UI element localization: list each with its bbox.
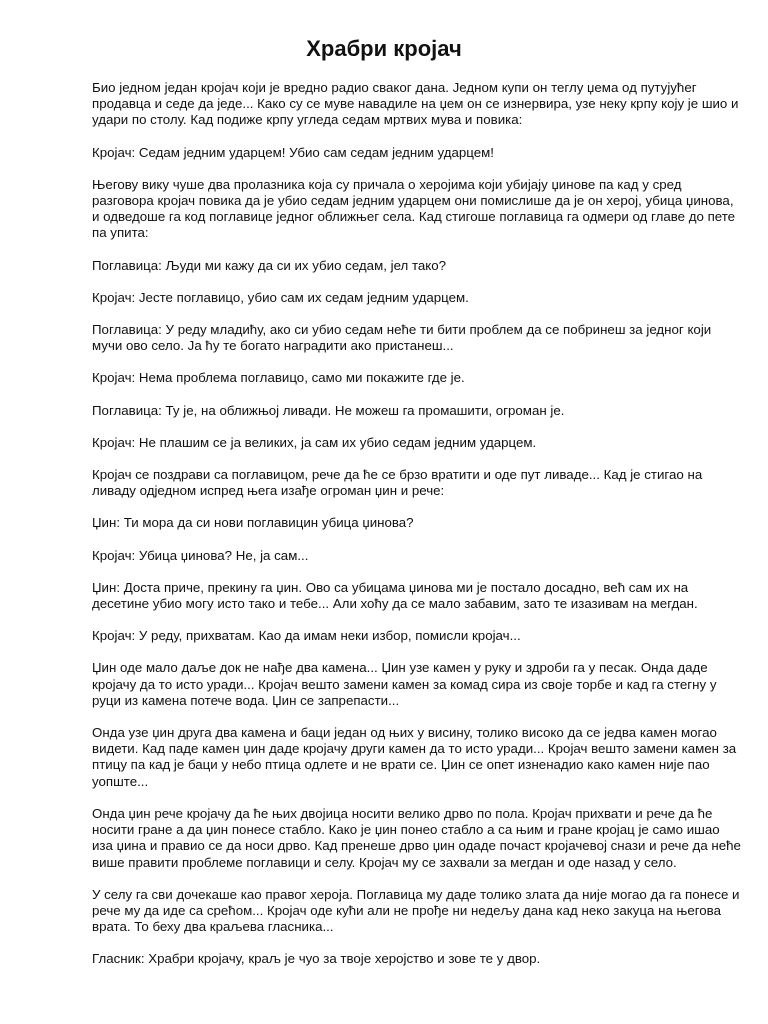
- paragraph: Џин: Ти мора да си нови поглавицин убица џинова?: [92, 515, 414, 531]
- paragraph: Кројач: Јесте поглавицо, убио сам их седам једним ударцем.: [92, 289, 469, 305]
- paragraph: Џин оде мало даље док не нађе два камена... Џин узе камен у руку и здроби га у песак. Онда даде кројачу да то исто уради... Кројач вешто замени камен за комад сира из своје торбе и кад га стегну у руци из камена потече вода. Џин се запрепасти...: [92, 660, 717, 708]
- paragraph: У селу га сви дочекаше као правог хероја. Поглавица му даде толико злата да није могао да га понесе и рече му да иде са срећом... Кројач оде кући али не прође ни недељу дана кад неко закуца на његова врата. То беху два краљева гласника...: [92, 886, 740, 935]
- document-body: [92, 80, 744, 984]
- paragraph: Кројач: У реду, прихватам. Као да имам неки избор, помисли кројач...: [92, 628, 521, 644]
- paragraph: Кројач: Убица џинова? Не, ја сам...: [92, 547, 309, 563]
- paragraph: Џин: Доста приче, прекину га џин. Ово са убицама џинова ми је постало досадно, већ сам их на десетине убио могу исто тако и тебе... Али хоћу да се мало забавим, зато те изазивам на мегдан.: [92, 579, 698, 612]
- paragraph: Поглавица: Људи ми кажу да си их убио седам, јел тако?: [92, 257, 447, 273]
- paragraph: Кројач се поздрави са поглавицом, рече да ће се брзо вратити и оде пут ливаде... Кад је стигао на ливаду одједном испред њега изађе огроман џин и рече:: [92, 467, 703, 499]
- paragraph: Био једном један кројач који је вредно радио сваког дана. Једном купи он теглу џема од путујућег продавца и седе да једе... Како су се муве навадиле на џем он се изнервира, узе неку крпу коју је шио и удари по столу. Кад подиже крпу угледа седам мртвих мува и повика:: [92, 80, 739, 128]
- paragraph: Гласник: Храбри кројачу, краљ је чуо за твоје херојство и зове те у двор.: [92, 951, 541, 967]
- paragraph: Онда узе џин друга два камена и баци један од њих у висину, толико високо да се једва камен могао видети. Кад паде камен џин даде кројачу други камен да то исто уради... Кројач вешто замени камен за птицу па кад је баци у небо птица одлете и не врати се. Џин се опет изненадио како камен није пао уопште...: [92, 725, 737, 789]
- paragraph: Поглавица: Ту је, на оближњој ливади. Не можеш га промашити, огроман је.: [92, 402, 565, 418]
- paragraph: Његову вику чуше два пролазника која су причала о херојима који убијају џинове па кад у сред разговора кројач повика да је убио седам једним ударцем они помислише да је он херој, убица џинова, и одведоше га код поглавице једног оближњег села. Кад стигоше поглавица га одмери од главе до пете па упита:: [92, 176, 736, 241]
- paragraph: Кројач: Не плашим се ја великих, ја сам их убио седам једним ударцем.: [92, 434, 537, 450]
- paragraph: Кројач: Седам једним ударцем! Убио сам седам једним ударцем!: [92, 144, 494, 160]
- document-title: Храбри кројач: [306, 36, 462, 61]
- paragraph: Поглавица: У реду младићу, ако си убио седам неће ти бити проблем да се побринеш за једног који мучи ово село. Ја ћу те богато наградити ако пристанеш...: [92, 322, 712, 354]
- paragraph: Онда џин рече кројачу да ће њих двојица носити велико дрво по пола. Кројач прихвати и рече да ће носити гране а да џин понесе стабло. Како је џин понео стабло а са њим и гране кројац је само ишао иза џина и правио се да носи дрво. Кад пренеше дрво џин одаде почаст кројачевој снази и рече да неће више правити проблеме поглавици и селу. Кројач му се захвали за мегдан и оде назад у село.: [92, 805, 741, 870]
- paragraph: Кројач: Нема проблема поглавицо, само ми покажите где је.: [92, 370, 465, 386]
